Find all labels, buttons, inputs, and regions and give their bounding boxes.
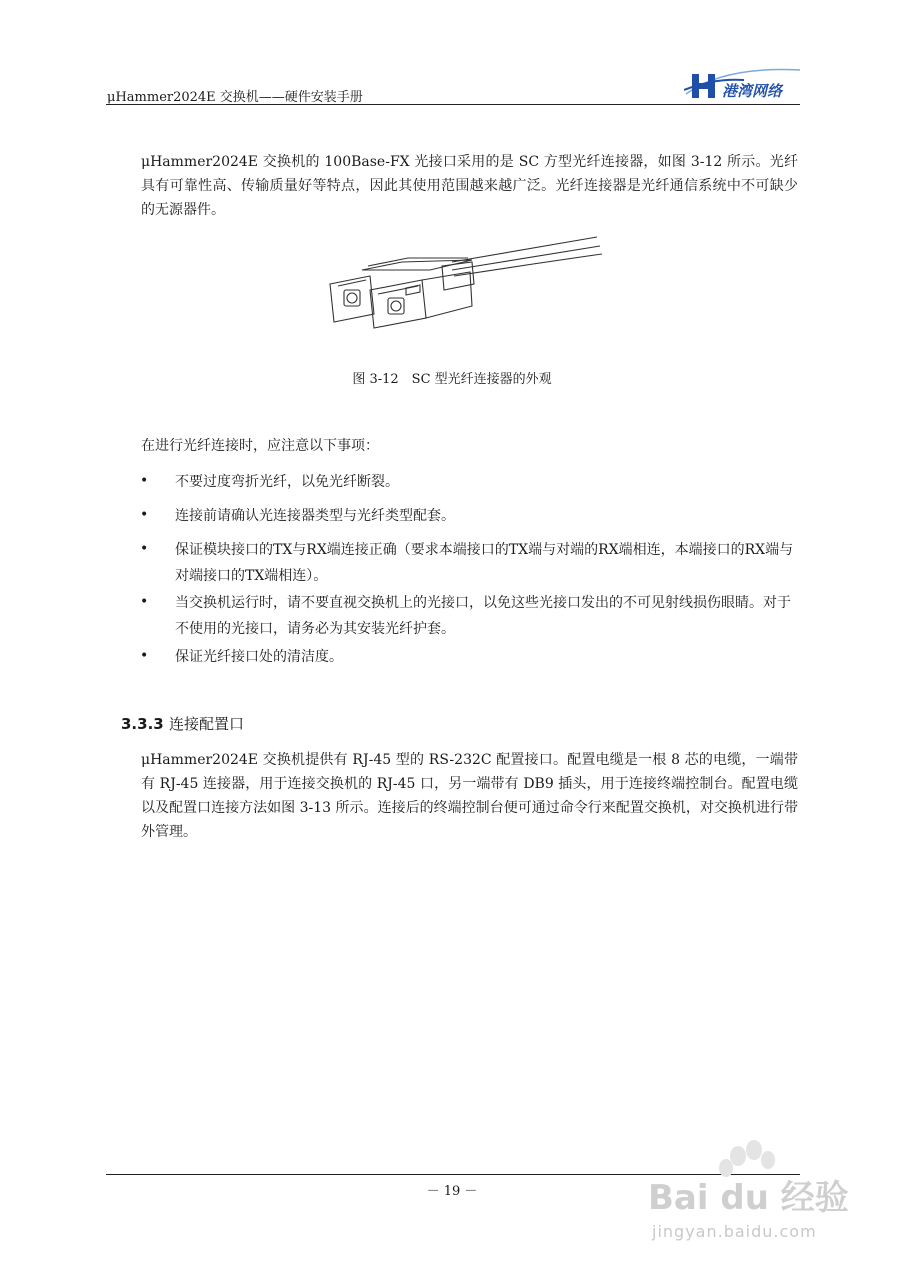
sc-connector-illustration <box>322 232 602 332</box>
bullet-icon: • <box>140 648 149 664</box>
watermark-url: jingyan.baidu.com <box>652 1222 817 1241</box>
notes-intro: 在进行光纤连接时，应注意以下事项： <box>141 438 379 454</box>
bullet-icon: • <box>140 473 149 489</box>
list-item: 当交换机运行时，请不要直视交换机上的光接口，以免这些光接口发出的不可见射线损伤眼睛。对于不使用的光接口，请务必为其安装光纤护套。 <box>175 595 791 637</box>
list-item: 不要过度弯折光纤，以免光纤断裂。 <box>175 474 399 490</box>
list-item: 连接前请确认光连接器类型与光纤类型配套。 <box>175 508 455 524</box>
figure-caption: 图 3-12 SC 型光纤连接器的外观 <box>352 372 552 387</box>
section-title: 连接配置口 <box>168 715 244 733</box>
intro-paragraph: μHammer2024E 交换机的 100Base-FX 光接口采用的是 SC 方型光纤连接器，如图 3-12 所示。光纤具有可靠性高、传输质量好等特点，因此其使用范围越来越广泛。光纤连接器是光纤通信系统中不可缺少的无源器件。 <box>141 154 798 218</box>
bullet-icon: • <box>140 594 149 610</box>
list-item: 保证模块接口的TX与RX端连接正确（要求本端接口的TX端与对端的RX端相连，本端接口的RX端与对端接口的TX端相连）。 <box>175 542 794 584</box>
header-title: μHammer2024E 交换机——硬件安装手册 <box>107 90 363 105</box>
logo-text: 港湾网络 <box>722 82 783 100</box>
section-heading <box>121 713 244 734</box>
bullet-icon: • <box>140 541 149 557</box>
section-number: 3.3.3 <box>121 715 164 733</box>
config-paragraph: μHammer2024E 交换机提供有 RJ-45 型的 RS-232C 配置接口。配置电缆是一根 8 芯的电缆，一端带有 RJ-45 连接器，用于连接交换机的 RJ-45 口，另一端带有 DB9 插头，用于连接终端控制台。配置电缆以及配置口连接方法如图 3-13 所示。连接后的终端控制台便可通过命令行来配置交换机，对交换机进行带外管理。 <box>141 752 798 840</box>
list-item: 保证光纤接口处的清洁度。 <box>175 649 343 665</box>
bullet-icon: • <box>140 507 149 523</box>
header-rule <box>106 104 800 105</box>
page-number: － 19 － <box>426 1184 478 1199</box>
watermark-brand: Bai du 经验 <box>648 1178 849 1218</box>
